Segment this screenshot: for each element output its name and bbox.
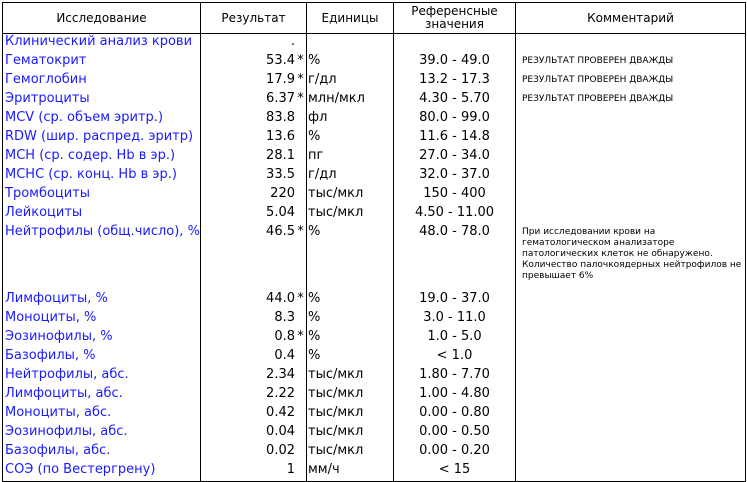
abnormal-flag: *: [297, 224, 304, 239]
abnormal-flag: *: [297, 291, 304, 306]
result-value: 44.0: [266, 291, 295, 306]
result-cell: [201, 34, 307, 54]
table-row: [3, 186, 746, 205]
result-value: 8.3: [274, 310, 295, 325]
test-name: Лимфоциты, абс.: [3, 386, 201, 405]
unit-cell: тыс/мкл: [307, 205, 394, 224]
reference-range: 1.0 - 5.0: [394, 329, 516, 348]
comment-cell: [516, 386, 746, 405]
test-name: RDW (шир. распред. эритр): [3, 129, 201, 148]
header-units: Единицы: [307, 3, 394, 34]
unit-cell: %: [307, 329, 394, 348]
unit-cell: %: [307, 224, 394, 291]
table-row: [3, 72, 746, 91]
unit-cell: тыс/мкл: [307, 424, 394, 443]
result-value: 0.42: [266, 405, 295, 420]
result-value: 5.04: [266, 205, 295, 220]
test-name: Гемоглобин: [3, 72, 201, 91]
unit-cell: г/дл: [307, 167, 394, 186]
comment-cell: [516, 329, 746, 348]
comment-cell: РЕЗУЛЬТАТ ПРОВЕРЕН ДВАЖДЫ: [516, 72, 746, 91]
table-row: [3, 443, 746, 462]
result-cell: [201, 405, 307, 424]
result-value: 53.4: [266, 53, 295, 68]
result-value: .: [290, 34, 295, 49]
result-value: 13.6: [266, 129, 295, 144]
result-cell: [201, 386, 307, 405]
header-test: Исследование: [3, 3, 201, 34]
reference-range: 150 - 400: [394, 186, 516, 205]
test-name: Лимфоциты, %: [3, 291, 201, 310]
test-name: Тромбоциты: [3, 186, 201, 205]
result-value: 0.8: [274, 329, 295, 344]
comment-cell: [516, 348, 746, 367]
unit-cell: тыс/мкл: [307, 186, 394, 205]
table-row: [3, 167, 746, 186]
result-cell: [201, 53, 307, 72]
table-row: [3, 386, 746, 405]
table-row: [3, 224, 746, 291]
table-row: [3, 129, 746, 148]
reference-range: 0.00 - 0.80: [394, 405, 516, 424]
reference-range: 1.00 - 4.80: [394, 386, 516, 405]
comment-cell: [516, 462, 746, 482]
test-name: Нейтрофилы (общ.число), %: [3, 224, 201, 291]
reference-range: 11.6 - 14.8: [394, 129, 516, 148]
test-name: Эритроциты: [3, 91, 201, 110]
table-row: [3, 205, 746, 224]
result-value: 2.34: [266, 367, 295, 382]
reference-range: 4.50 - 11.00: [394, 205, 516, 224]
test-name: Эозинофилы, %: [3, 329, 201, 348]
table-row: [3, 310, 746, 329]
comment-cell: [516, 443, 746, 462]
test-name: Базофилы, абс.: [3, 443, 201, 462]
test-name: MCHC (ср. конц. Hb в эр.): [3, 167, 201, 186]
result-cell: [201, 186, 307, 205]
unit-cell: %: [307, 310, 394, 329]
table-row: [3, 91, 746, 110]
test-name: Гематокрит: [3, 53, 201, 72]
unit-cell: %: [307, 348, 394, 367]
result-value: 28.1: [266, 148, 295, 163]
unit-cell: %: [307, 129, 394, 148]
result-cell: [201, 367, 307, 386]
unit-cell: мм/ч: [307, 462, 394, 482]
unit-cell: %: [307, 291, 394, 310]
result-value: 0.4: [274, 348, 295, 363]
table-row: [3, 53, 746, 72]
header-reference-line1: Референсные: [411, 4, 498, 18]
table-row: [3, 291, 746, 310]
unit-cell: г/дл: [307, 72, 394, 91]
test-name: Моноциты, %: [3, 310, 201, 329]
comment-cell: [516, 367, 746, 386]
comment-cell: [516, 129, 746, 148]
reference-range: < 1.0: [394, 348, 516, 367]
unit-cell: тыс/мкл: [307, 405, 394, 424]
result-value: 2.22: [266, 386, 295, 401]
comment-cell: [516, 291, 746, 310]
result-value: 17.9: [266, 72, 295, 87]
comment-cell: [516, 34, 746, 54]
result-value: 0.04: [266, 424, 295, 439]
result-cell: [201, 110, 307, 129]
table-row: [3, 367, 746, 386]
unit-cell: млн/мкл: [307, 91, 394, 110]
unit-cell: [307, 34, 394, 54]
reference-range: 0.00 - 0.50: [394, 424, 516, 443]
test-name: Нейтрофилы, абс.: [3, 367, 201, 386]
reference-range: 13.2 - 17.3: [394, 72, 516, 91]
reference-range: [394, 34, 516, 54]
comment-cell: РЕЗУЛЬТАТ ПРОВЕРЕН ДВАЖДЫ: [516, 91, 746, 110]
lab-results-table: [2, 2, 746, 482]
reference-range: 80.0 - 99.0: [394, 110, 516, 129]
reference-range: 3.0 - 11.0: [394, 310, 516, 329]
test-name: Моноциты, абс.: [3, 405, 201, 424]
comment-cell: [516, 205, 746, 224]
header-comment: Комментарий: [516, 3, 746, 34]
result-value: 1: [286, 462, 295, 477]
result-cell: [201, 462, 307, 482]
result-cell: [201, 72, 307, 91]
comment-cell: РЕЗУЛЬТАТ ПРОВЕРЕН ДВАЖДЫ: [516, 53, 746, 72]
result-value: 83.8: [266, 110, 295, 125]
result-value: 33.5: [266, 167, 295, 182]
test-name: СОЭ (по Вестергрену): [3, 462, 201, 482]
abnormal-flag: *: [297, 91, 304, 106]
reference-range: < 15: [394, 462, 516, 482]
result-cell: [201, 424, 307, 443]
header-row: [3, 3, 746, 34]
unit-cell: тыс/мкл: [307, 443, 394, 462]
reference-range: 19.0 - 37.0: [394, 291, 516, 310]
table-row: [3, 148, 746, 167]
table-row: [3, 462, 746, 482]
abnormal-flag: *: [297, 329, 304, 344]
unit-cell: пг: [307, 148, 394, 167]
test-name: Базофилы, %: [3, 348, 201, 367]
reference-range: 0.00 - 0.20: [394, 443, 516, 462]
result-cell: [201, 443, 307, 462]
abnormal-flag: *: [297, 53, 304, 68]
test-name: Лейкоциты: [3, 205, 201, 224]
unit-cell: тыс/мкл: [307, 367, 394, 386]
result-cell: [201, 148, 307, 167]
reference-range: 32.0 - 37.0: [394, 167, 516, 186]
comment-cell: [516, 148, 746, 167]
reference-range: 4.30 - 5.70: [394, 91, 516, 110]
reference-range: 27.0 - 34.0: [394, 148, 516, 167]
test-name: MCH (ср. содер. Hb в эр.): [3, 148, 201, 167]
reference-range: 1.80 - 7.70: [394, 367, 516, 386]
comment-cell: [516, 424, 746, 443]
result-value: 0.02: [266, 443, 295, 458]
comment-cell: [516, 405, 746, 424]
table-row: [3, 329, 746, 348]
result-cell: [201, 348, 307, 367]
result-cell: [201, 205, 307, 224]
comment-cell: [516, 186, 746, 205]
result-value: 220: [270, 186, 295, 201]
unit-cell: фл: [307, 110, 394, 129]
result-cell: [201, 291, 307, 310]
table-row: [3, 34, 746, 54]
header-result: Результат: [201, 3, 307, 34]
reference-range: 39.0 - 49.0: [394, 53, 516, 72]
comment-cell: [516, 310, 746, 329]
table-row: [3, 405, 746, 424]
test-name: Клинический анализ крови: [3, 34, 201, 54]
result-cell: [201, 310, 307, 329]
result-cell: [201, 167, 307, 186]
result-cell: [201, 329, 307, 348]
result-value: 46.5: [266, 224, 295, 239]
test-name: MCV (ср. объем эритр.): [3, 110, 201, 129]
header-reference-line2: значения: [425, 17, 484, 31]
abnormal-flag: *: [297, 72, 304, 87]
result-value: 6.37: [266, 91, 295, 106]
comment-cell: [516, 167, 746, 186]
reference-range: 48.0 - 78.0: [394, 224, 516, 291]
result-cell: [201, 129, 307, 148]
unit-cell: %: [307, 53, 394, 72]
table-row: [3, 110, 746, 129]
test-name: Эозинофилы, абс.: [3, 424, 201, 443]
header-reference: [394, 3, 516, 34]
comment-cell: При исследовании крови на гематологическом анализаторе патологических клеток не обнаружено. Количество палочкоядерных нейтрофилов не превышает 6%: [516, 224, 746, 291]
comment-cell: [516, 110, 746, 129]
result-cell: [201, 91, 307, 110]
unit-cell: тыс/мкл: [307, 386, 394, 405]
result-cell: [201, 224, 307, 291]
table-row: [3, 348, 746, 367]
table-row: [3, 424, 746, 443]
